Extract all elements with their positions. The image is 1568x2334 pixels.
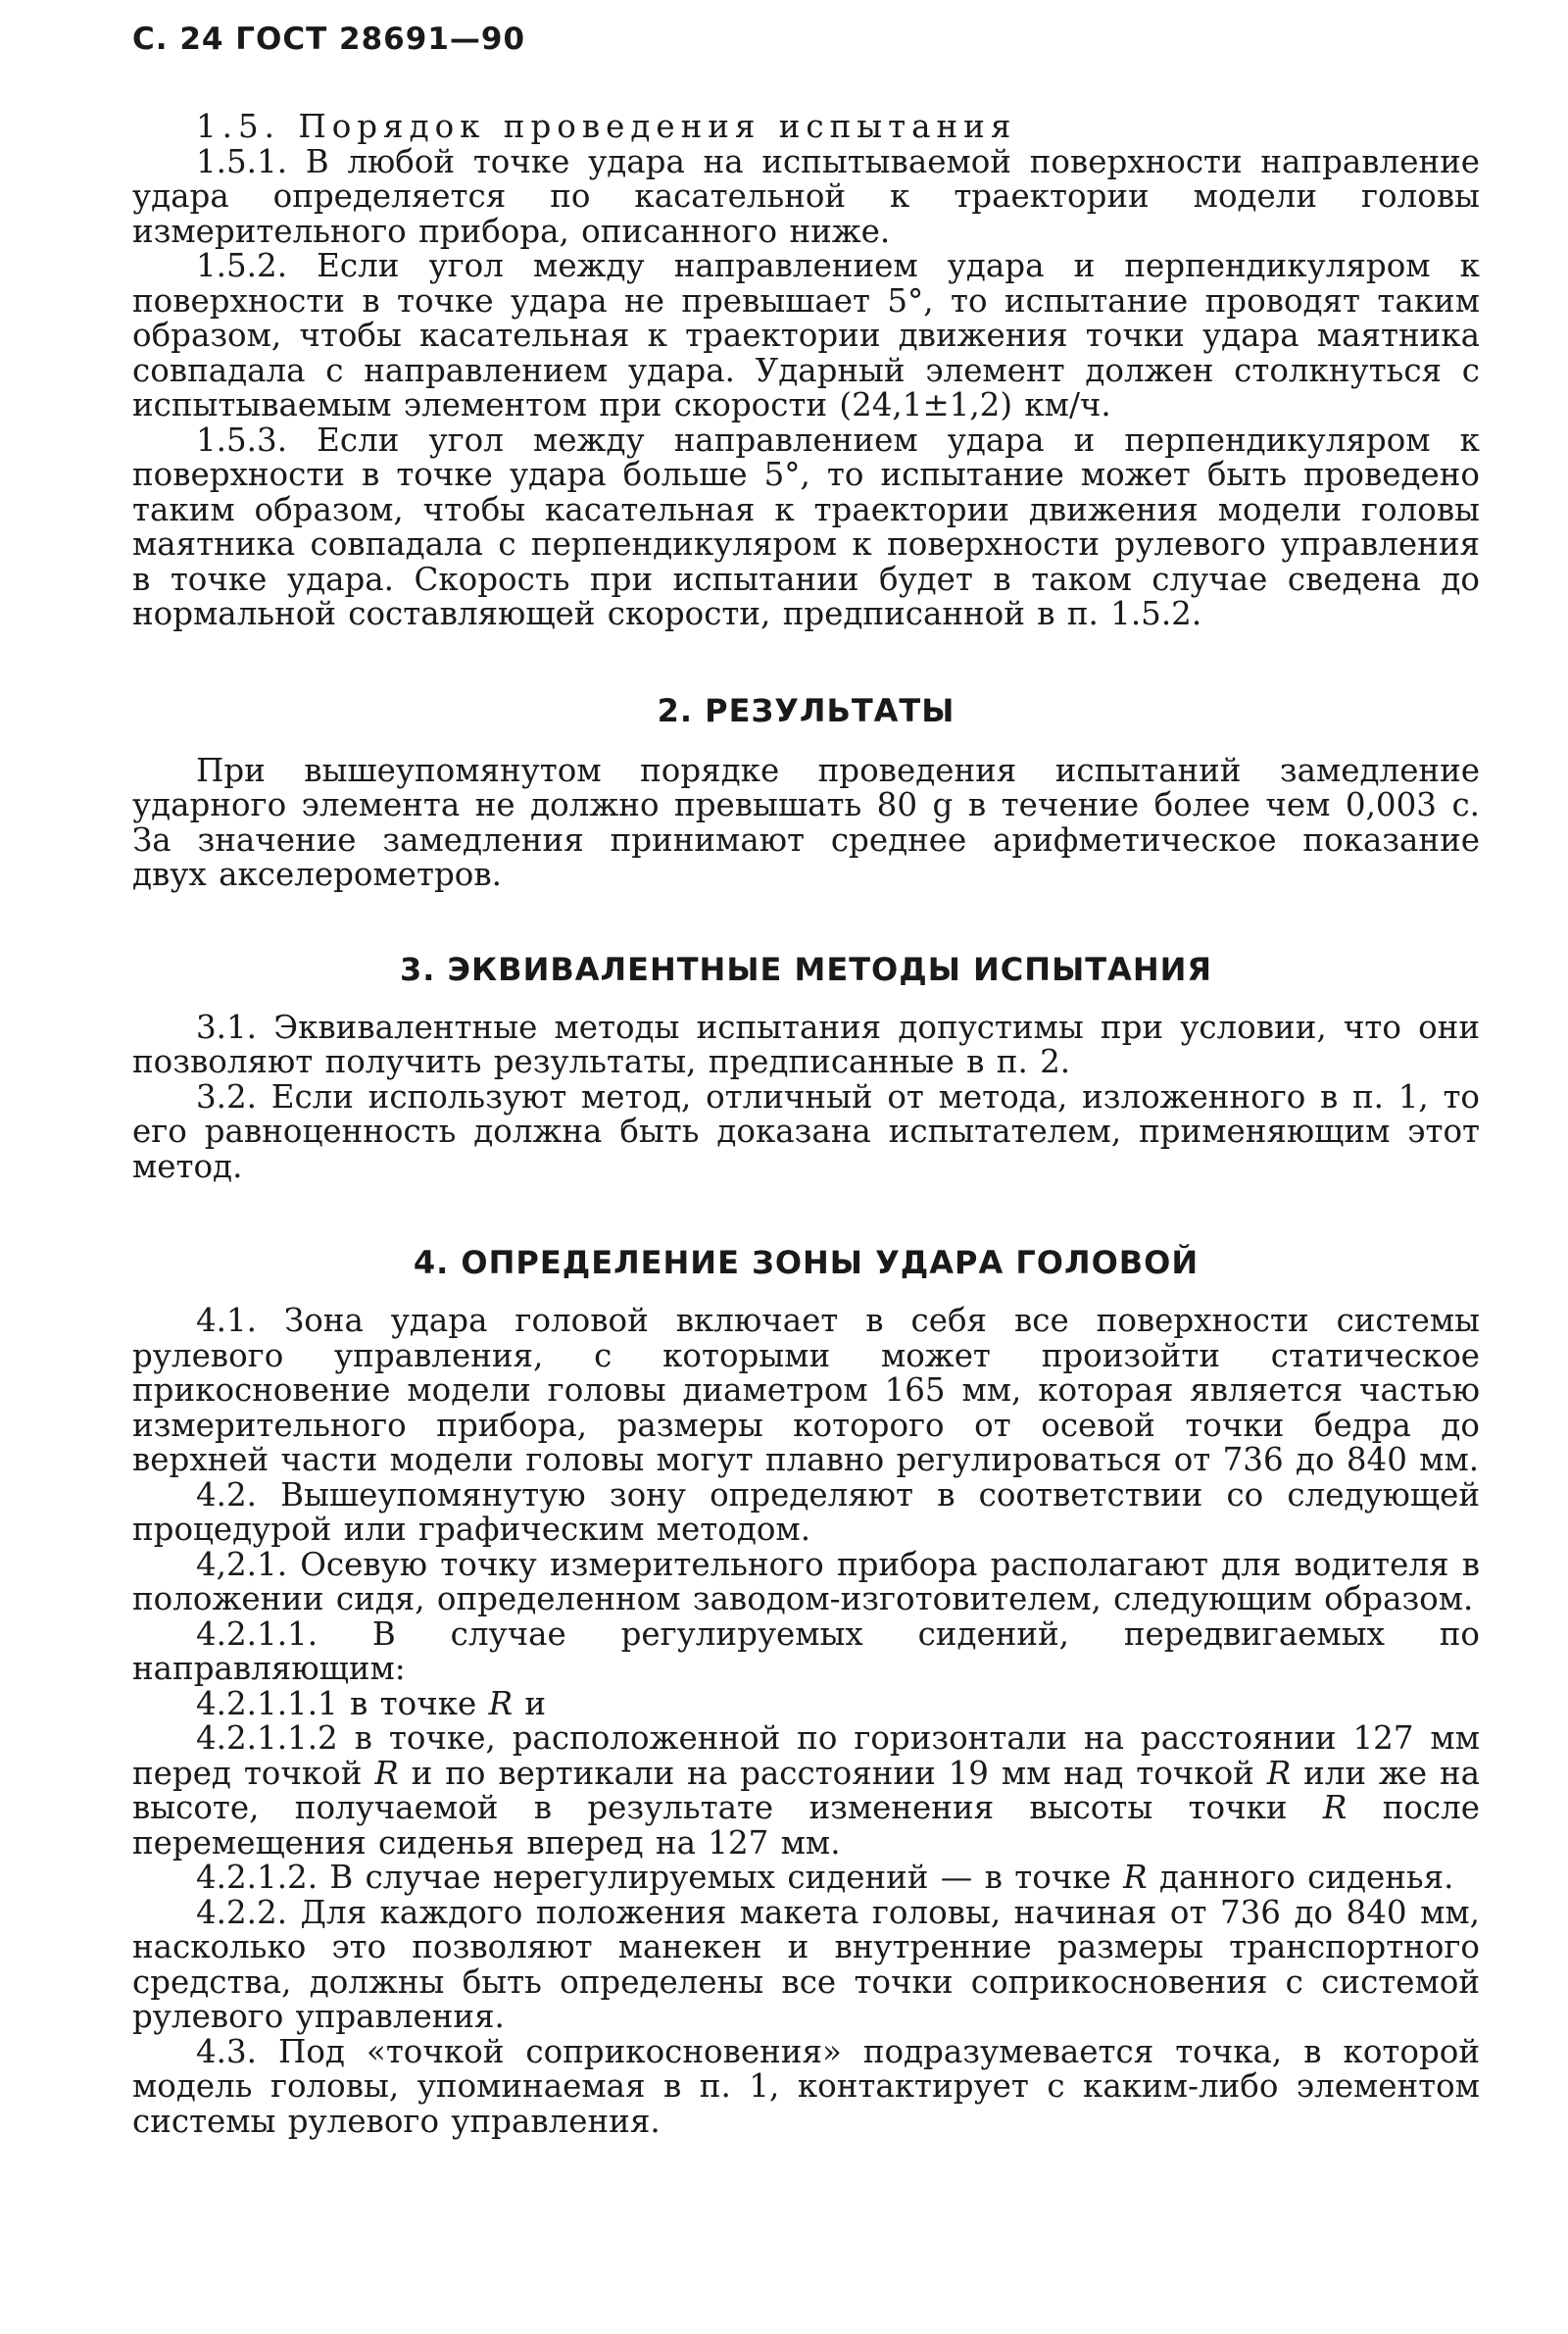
point-r-symbol: R [1123, 1859, 1148, 1896]
text-span: после перемещения сиденья вперед на 127 мм. [132, 1789, 1481, 1862]
text-span: 4.2.1.1.2 в точке, расположенной по горизонтали на расстоянии 127 мм перед точкой [132, 1719, 1480, 1792]
page-header: С. 24 ГОСТ 28691—90 [132, 22, 526, 57]
text-span: и [513, 1684, 547, 1722]
text-span: данного сиденья. [1147, 1859, 1454, 1896]
paragraph-1-5-2: 1.5.2. Если угол между направлением удара и перпендикуляром к поверхности в точке удара не превышает 5°, то испытание проводят таким образом, чтобы касательная к траектории движения точки удара маятника совпадала с направлением удара. Ударный элемент должен столкнуться с испытываемым элементом при скорости (24,1±1,2) км/ч. [132, 247, 1480, 423]
paragraph-1-5-1: 1.5.1. В любой точке удара на испытываемой поверхности направление удара определяется по касательной к траектории модели головы измерительного прибора, описанного ниже. [132, 142, 1480, 250]
paragraph-4-2-1-1: 4.2.1.1. В случае регулируемых сидений, передвигаемых по направляющим: [132, 1614, 1480, 1687]
paragraph-4-1: 4.1. Зона удара головой включает в себя все поверхности системы рулевого управления, с которыми может произойти статическое прикосновение модели головы диаметром 165 мм, которая является частью измерительного прибора, размеры которого от осевой точки бедра до верхней части модели головы могут плавно регулироваться от 736 до 840 мм. [132, 1302, 1480, 1478]
paragraph-3-1: 3.1. Эквивалентные методы испытания допустимы при условии, что они позволяют получить результаты, предписанные в п. 2. [132, 1008, 1480, 1080]
document-body [132, 110, 1480, 2139]
section-heading-results: 2. РЕЗУЛЬТАТЫ [657, 691, 956, 729]
text-span: 4.2.1.2. В случае нерегулируемых сидений — в точке [196, 1859, 1124, 1896]
text-span: и по вертикали на расстоянии 19 мм над точкой [398, 1754, 1267, 1792]
point-r-symbol: R [374, 1754, 399, 1792]
paragraph-4-2-1: 4,2.1. Осевую точку измерительного прибора располагают для водителя в положении сидя, определенном заводом-изготовителем, следующим образом. [132, 1545, 1480, 1617]
point-r-symbol: R [1266, 1754, 1292, 1792]
subsection-heading-1-5: 1.5. Порядок проведения испытания [196, 108, 1017, 145]
paragraph-4-3: 4.3. Под «точкой соприкосновения» подразумевается точка, в которой модель головы, упоминаемая в п. 1, контактирует с каким-либо элементом системы рулевого управления. [132, 2032, 1480, 2140]
paragraph-4-2-1-1-1 [132, 1684, 1480, 1722]
paragraph-4-2-1-2 [132, 1861, 1480, 1896]
section-heading-head-impact-zone: 4. ОПРЕДЕЛЕНИЕ ЗОНЫ УДАРА ГОЛОВОЙ [413, 1244, 1200, 1281]
point-r-symbol: R [1322, 1789, 1348, 1826]
section-heading-equivalent-methods: 3. ЭКВИВАЛЕНТНЫЕ МЕТОДЫ ИСПЫТАНИЯ [399, 950, 1213, 988]
text-span: или же на высоте, получаемой в результате изменения высоты точки [132, 1754, 1480, 1826]
paragraph-4-2: 4.2. Вышеупомянутую зону определяют в соответствии со следующей процедурой или графическим методом. [132, 1475, 1480, 1548]
text-span: 4.2.1.1.1 в точке [196, 1684, 489, 1722]
paragraph-1-5-3: 1.5.3. Если угол между направлением удара и перпендикуляром к поверхности в точке удара больше 5°, то испытание может быть проведено таким образом, чтобы касательная к траектории движения модели головы маятника совпадала с перпендикуляром к поверхности рулевого управления в точке удара. Скорость при испытании будет в таком случае сведена до нормальной составляющей скорости, предписанной в п. 1.5.2. [132, 421, 1480, 632]
paragraph-results: При вышеупомянутом порядке проведения испытаний замедление ударного элемента не должно превышать 80 g в течение более чем 0,003 с. За значение замедления принимают среднее арифметическое показание двух акселерометров. [132, 751, 1480, 893]
paragraph-4-2-1-1-2 [132, 1721, 1480, 1861]
paragraph-4-2-2: 4.2.2. Для каждого положения макета головы, начиная от 736 до 840 мм, насколько это позволяют манекен и внутренние размеры транспортного средства, должны быть определены все точки соприкосновения с системой рулевого управления. [132, 1893, 1480, 2035]
paragraph-3-2: 3.2. Если используют метод, отличный от метода, изложенного в п. 1, то его равноценность должна быть доказана испытателем, применяющим этот метод. [132, 1077, 1480, 1185]
point-r-symbol: R [488, 1684, 514, 1722]
